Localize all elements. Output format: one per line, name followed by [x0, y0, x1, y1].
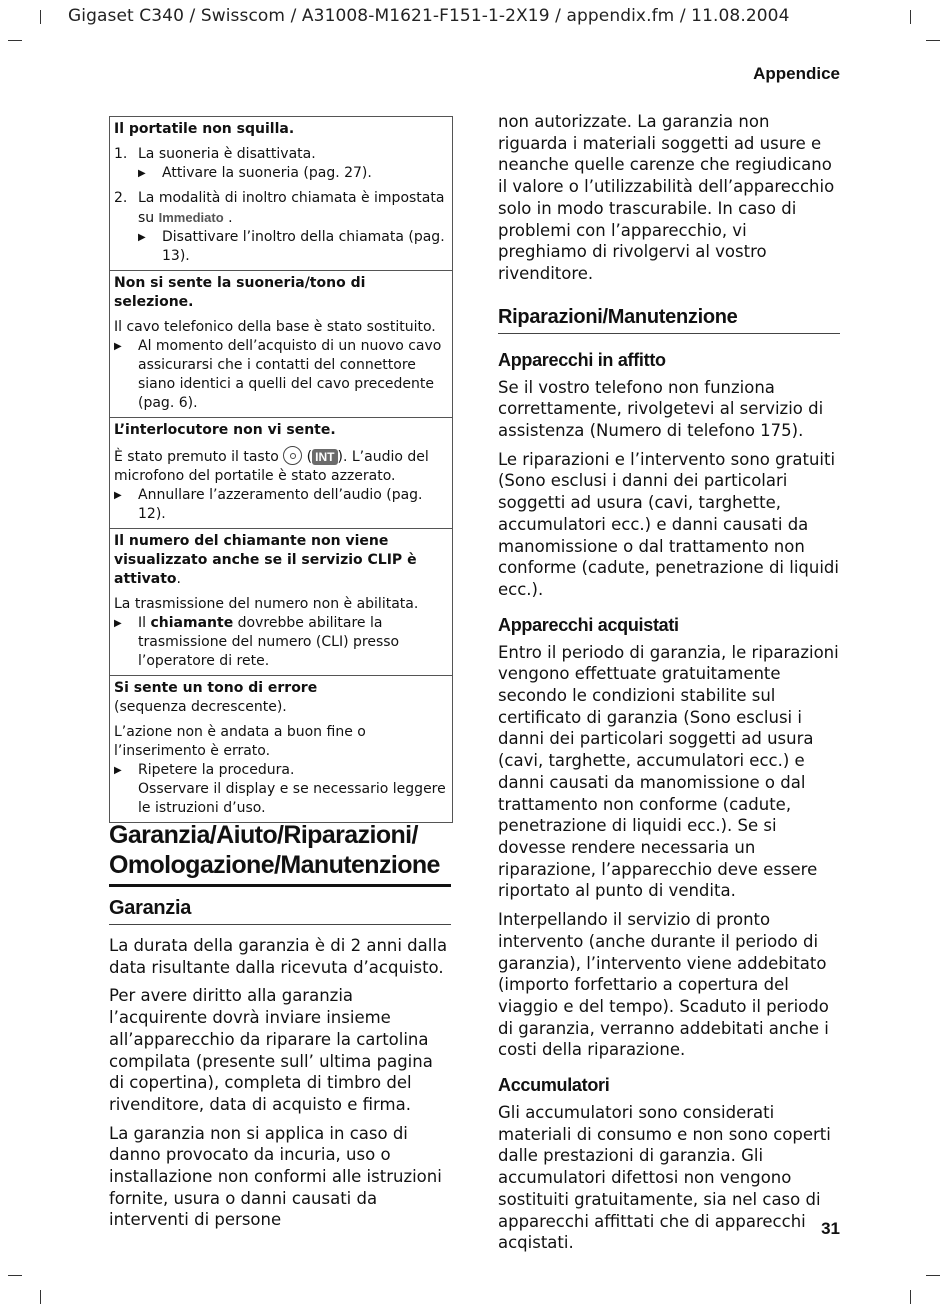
crop-mark — [926, 1275, 940, 1276]
cause-text-end: ). L’audio del microfono del portatile è stato azzerato. — [114, 449, 429, 484]
running-header: Gigaset C340 / Swisscom / A31008-M1621-F151-1-2X19 / appendix.fm / 11.08.2004 — [68, 6, 790, 26]
cause-text-start: È stato premuto il tasto — [114, 449, 279, 465]
item-number: 2. — [114, 190, 128, 206]
table-row — [110, 528, 452, 675]
crop-mark — [910, 10, 911, 24]
step-text-start: Il — [138, 615, 147, 631]
subsection-heading: Accumulatori — [498, 1075, 610, 1096]
chapter-heading: Garanzia/Aiuto/Riparazioni/ Omologazione/Manutenzione — [109, 820, 451, 887]
paragraph: La garanzia non si applica in caso di danno provocato da incuria, uso o installazione non conformi alle istruzioni fornite, usura o danni causati da interventi di persone — [109, 1123, 442, 1230]
cause-text — [138, 189, 448, 228]
paragraph: Gli accumulatori sono considerati materiali di consumo e non sono coperti dalle prestazioni di garanzia. Gli accumulatori difettosi non vengono sostituiti gratuitamente, sia nel caso di apparecchi affittati che di apparecchi acqistati. — [498, 1103, 831, 1253]
table-row — [110, 117, 452, 270]
problem-title-emph: CLIP è attivato — [114, 552, 417, 587]
arrow-right-icon: ▶ — [114, 341, 122, 352]
arrow-right-icon: ▶ — [114, 765, 122, 776]
int-key-icon: INT — [312, 449, 337, 465]
arrow-right-icon: ▶ — [138, 232, 146, 243]
crop-mark — [926, 40, 940, 41]
crop-mark — [8, 1275, 22, 1276]
paragraph: La durata della garanzia è di 2 anni dalla data risultante dalla ricevuta d’acquisto. — [109, 936, 448, 977]
arrow-right-icon: ▶ — [114, 490, 122, 501]
cause-text: È stato premuto il tasto ( INT ). L’audio del microfono del portatile è stato azzerato. — [114, 446, 448, 486]
cause-text: Il cavo telefonico della base è stato sostituito. — [114, 319, 436, 335]
paragraph: Per avere diritto alla garanzia l’acquirente dovrà inviare insieme all’apparecchio da riparare la cartolina compilata (presente sull’ ultima pagina di copertina), completa di timbro del rivenditore, data di acquisto e firma. — [109, 986, 433, 1114]
paragraph: Interpellando il servizio di pronto intervento (anche durante il periodo di garanzia), l’intervento viene addebitato (importo forfettario a copertura del viaggio e del tempo). Scaduto il periodo di garanzia, verranno addebitati anche i costi della riparazione. — [498, 910, 829, 1060]
section-label: Appendice — [753, 64, 840, 83]
step-text: Attivare la suoneria (pag. 27). — [162, 165, 372, 181]
cause-text: La trasmissione del numero non è abilitata. — [114, 596, 419, 612]
page-number: 31 — [821, 1219, 840, 1238]
list-item — [114, 189, 448, 228]
paragraph: Se il vostro telefono non funziona correttamente, rivolgetevi al servizio di assistenza (Numero di telefono 175). — [498, 377, 824, 441]
problem-title: Si sente un tono di errore — [114, 680, 318, 696]
problem-title: L’interlocutore non vi sente. — [114, 422, 336, 438]
step-text: Disattivare l’inoltro della chiamata (pag. 13). — [162, 229, 445, 264]
control-key-icon — [283, 446, 302, 465]
table-row — [110, 417, 452, 528]
table-row — [110, 270, 452, 417]
arrow-right-icon: ▶ — [114, 618, 122, 629]
problem-title-start: Il numero del chiamante non viene visualizzato anche se il servizio — [114, 533, 389, 568]
action-step — [114, 614, 448, 671]
section-heading: Riparazioni/Manutenzione — [498, 306, 840, 334]
problem-title-end: . — [176, 571, 181, 587]
step-text-end: dovrebbe abilitare la trasmissione del numero (CLI) presso l’operatore di rete. — [138, 615, 400, 669]
step-note: Osservare il display e se necessario leggere le istruzioni d’uso. — [138, 781, 446, 816]
crop-mark — [8, 40, 22, 41]
crop-mark — [40, 1290, 41, 1304]
paragraph: Entro il periodo di garanzia, le riparazioni vengono effettuate gratuitamente secondo le condizioni stabilite sul certificato di garanzia (Sono esclusi i danni dei particolari soggetti ad usura (cavi, targhette, accumulatori ecc.) e danni causati da manomissione o dal trattamento non conforme (cadute, penetrazione di liquidi ecc.). Se si dovesse rendere necessaria un riparazione, l’apparecchio deve essere riportato al punto di vendita. — [498, 642, 839, 901]
cause-text-start: La modalità di inoltro chiamata è impostata su — [138, 190, 445, 226]
step-text-emph: chiamante — [150, 615, 234, 631]
troubleshooting-table — [109, 116, 453, 823]
problem-title: Il portatile non squilla. — [114, 121, 295, 137]
garanzia-section — [109, 897, 451, 1231]
action-step — [138, 228, 448, 266]
cause-text-end: . — [228, 210, 233, 226]
action-step — [114, 337, 448, 413]
right-column — [498, 111, 840, 1254]
arrow-right-icon: ▶ — [138, 168, 146, 179]
list-item — [114, 145, 448, 164]
action-step — [114, 761, 448, 780]
crop-mark — [40, 10, 41, 24]
problem-title — [114, 532, 448, 589]
item-number: 1. — [114, 146, 128, 162]
subsection-heading: Apparecchi in affitto — [498, 349, 666, 370]
step-text: Annullare l’azzeramento dell’audio (pag. 12). — [138, 487, 423, 522]
problem-title: Non si sente la suoneria/tono di selezione. — [114, 275, 366, 310]
step-text: Al momento dell’acquisto di un nuovo cavo assicurarsi che i contatti del connettore siano identici a quelli del cavo precedente (pag. 6). — [138, 338, 442, 411]
cause-text: L’azione non è andata a buon fine o l’inserimento è errato. — [114, 724, 366, 759]
display-text: Immediato — [158, 210, 224, 225]
subsection-heading: Apparecchi acquistati — [498, 614, 679, 635]
crop-mark — [910, 1290, 911, 1304]
table-row — [110, 675, 452, 822]
cause-text: La suoneria è disattivata. — [138, 146, 316, 162]
action-step — [114, 486, 448, 524]
section-heading: Garanzia — [109, 897, 451, 925]
action-step — [138, 164, 448, 183]
problem-subtitle: (sequenza decrescente). — [114, 699, 287, 715]
step-text: Ripetere la procedura. — [138, 762, 295, 778]
step-text — [138, 614, 448, 671]
paragraph: non autorizzate. La garanzia non riguarda i materiali soggetti ad usure e neanche quelle carenze che regiudicano il valore o l’utilizzabilità dell’apparecchio solo in modo trascurabile. In caso di problemi con l’apparecchio, vi preghiamo di rivolgervi al vostro rivenditore. — [498, 112, 835, 283]
paragraph: Le riparazioni e l’intervento sono gratuiti (Sono esclusi i danni dei particolari soggetti ad usura (cavi, targhette, accumulatori ecc.) e danni causati da manomissione o dal trattamento non conforme (cadute, penetrazione di liquidi ecc.). — [498, 449, 839, 599]
